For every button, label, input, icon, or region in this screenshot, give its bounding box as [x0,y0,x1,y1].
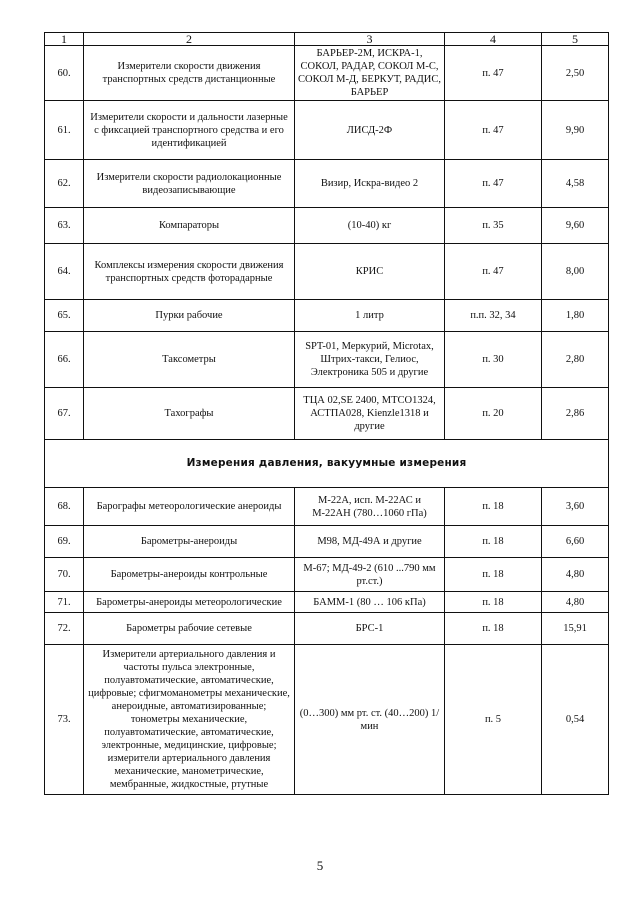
table-row [45,244,609,300]
row-type: М98, МД-49А и другие [295,526,445,558]
row-value: 15,91 [542,613,609,645]
row-type: ЛИСД-2Ф [295,101,445,160]
row-value: 0,54 [542,645,609,795]
row-clause: п. 18 [445,592,542,613]
section-body [45,440,609,488]
row-type: М-22А, исп. М-22АС и М-22АН (780…1060 гПа) [295,488,445,526]
row-number: 63. [45,208,84,244]
row-clause: п. 47 [445,101,542,160]
table-row [45,388,609,440]
col-header: 1 [45,33,84,46]
row-value: 4,58 [542,160,609,208]
row-name: Тахографы [84,388,295,440]
row-type: Визир, Искра-видео 2 [295,160,445,208]
row-number: 64. [45,244,84,300]
row-number: 62. [45,160,84,208]
table-row [45,592,609,613]
row-number: 73. [45,645,84,795]
row-number: 68. [45,488,84,526]
row-name: Барометры-анероиды метеорологические [84,592,295,613]
row-clause: п. 47 [445,46,542,101]
row-value: 4,80 [542,558,609,592]
row-clause: п. 47 [445,244,542,300]
row-clause: п. 18 [445,488,542,526]
row-type: ТЦА 02,SE 2400, MTCO1324, АСТПА028, Kienzle1318 и другие [295,388,445,440]
row-clause: п. 47 [445,160,542,208]
col-header: 4 [445,33,542,46]
row-name: Измерители скорости и дальности лазерные с фиксацией транспортного средства и его идентификацией [84,101,295,160]
section-row [45,440,609,488]
row-number: 71. [45,592,84,613]
row-type: (0…300) мм рт. ст. (40…200) 1/мин [295,645,445,795]
row-clause: п. 18 [445,558,542,592]
row-type: (10-40) кг [295,208,445,244]
row-value: 3,60 [542,488,609,526]
row-name: Компараторы [84,208,295,244]
row-number: 61. [45,101,84,160]
row-name: Комплексы измерения скорости движения транспортных средств фоторадарные [84,244,295,300]
price-table [44,32,609,795]
row-name: Барометры-анероиды контрольные [84,558,295,592]
col-header: 3 [295,33,445,46]
row-number: 60. [45,46,84,101]
row-value: 2,86 [542,388,609,440]
row-value: 9,90 [542,101,609,160]
row-number: 66. [45,332,84,388]
row-type: 1 литр [295,300,445,332]
table-row [45,208,609,244]
row-value: 4,80 [542,592,609,613]
table-row [45,332,609,388]
page-number: 5 [316,858,324,873]
row-clause: п. 20 [445,388,542,440]
row-clause: п.п. 32, 34 [445,300,542,332]
row-number: 70. [45,558,84,592]
row-type: БРС-1 [295,613,445,645]
row-number: 65. [45,300,84,332]
row-value: 2,80 [542,332,609,388]
row-clause: п. 5 [445,645,542,795]
row-name: Барографы метеорологические анероиды [84,488,295,526]
row-number: 69. [45,526,84,558]
row-name: Измерители артериального давления и частоты пульса электронные, полуавтоматические, автоматические, цифровые; сфигмоманометры механические, анероидные, автоматизированные; тонометры механические, полуавтоматические, автоматические, электронные, медицинские, цифровые; измерители артериального давления механические, манометрические, мембранные, жидкостные, ртутные [84,645,295,795]
header-row [45,33,609,46]
row-type: М-67; МД-49-2 (610 ...790 мм рт.ст.) [295,558,445,592]
col-header: 5 [542,33,609,46]
row-name: Таксометры [84,332,295,388]
row-clause: п. 30 [445,332,542,388]
row-number: 67. [45,388,84,440]
table-row [45,46,609,101]
row-name: Пурки рабочие [84,300,295,332]
row-type: КРИС [295,244,445,300]
row-type: SPT-01, Меркурий, Microtax, Штрих-такси, Гелиос, Электроника 505 и другие [295,332,445,388]
table-body-bottom [45,488,609,795]
col-header: 2 [84,33,295,46]
row-value: 2,50 [542,46,609,101]
row-type: БАРЬЕР-2М, ИСКРА-1, СОКОЛ, РАДАР, СОКОЛ М-С, СОКОЛ М-Д, БЕРКУТ, РАДИС, БАРЬЕР [295,46,445,101]
row-name: Барометры рабочие сетевые [84,613,295,645]
table-row [45,645,609,795]
section-title: Измерения давления, вакуумные измерения [45,440,609,488]
row-clause: п. 35 [445,208,542,244]
row-name: Барометры-анероиды [84,526,295,558]
table-row [45,558,609,592]
row-value: 6,60 [542,526,609,558]
row-type: БАММ-1 (80 … 106 кПа) [295,592,445,613]
table-body-top [45,33,609,440]
row-value: 8,00 [542,244,609,300]
table-row [45,526,609,558]
row-name: Измерители скорости радиолокационные видеозаписывающие [84,160,295,208]
table-row [45,488,609,526]
table-row [45,613,609,645]
table-row [45,160,609,208]
row-value: 9,60 [542,208,609,244]
table-row [45,101,609,160]
row-value: 1,80 [542,300,609,332]
row-clause: п. 18 [445,613,542,645]
row-clause: п. 18 [445,526,542,558]
table-row [45,300,609,332]
row-name: Измерители скорости движения транспортных средств дистанционные [84,46,295,101]
row-number: 72. [45,613,84,645]
